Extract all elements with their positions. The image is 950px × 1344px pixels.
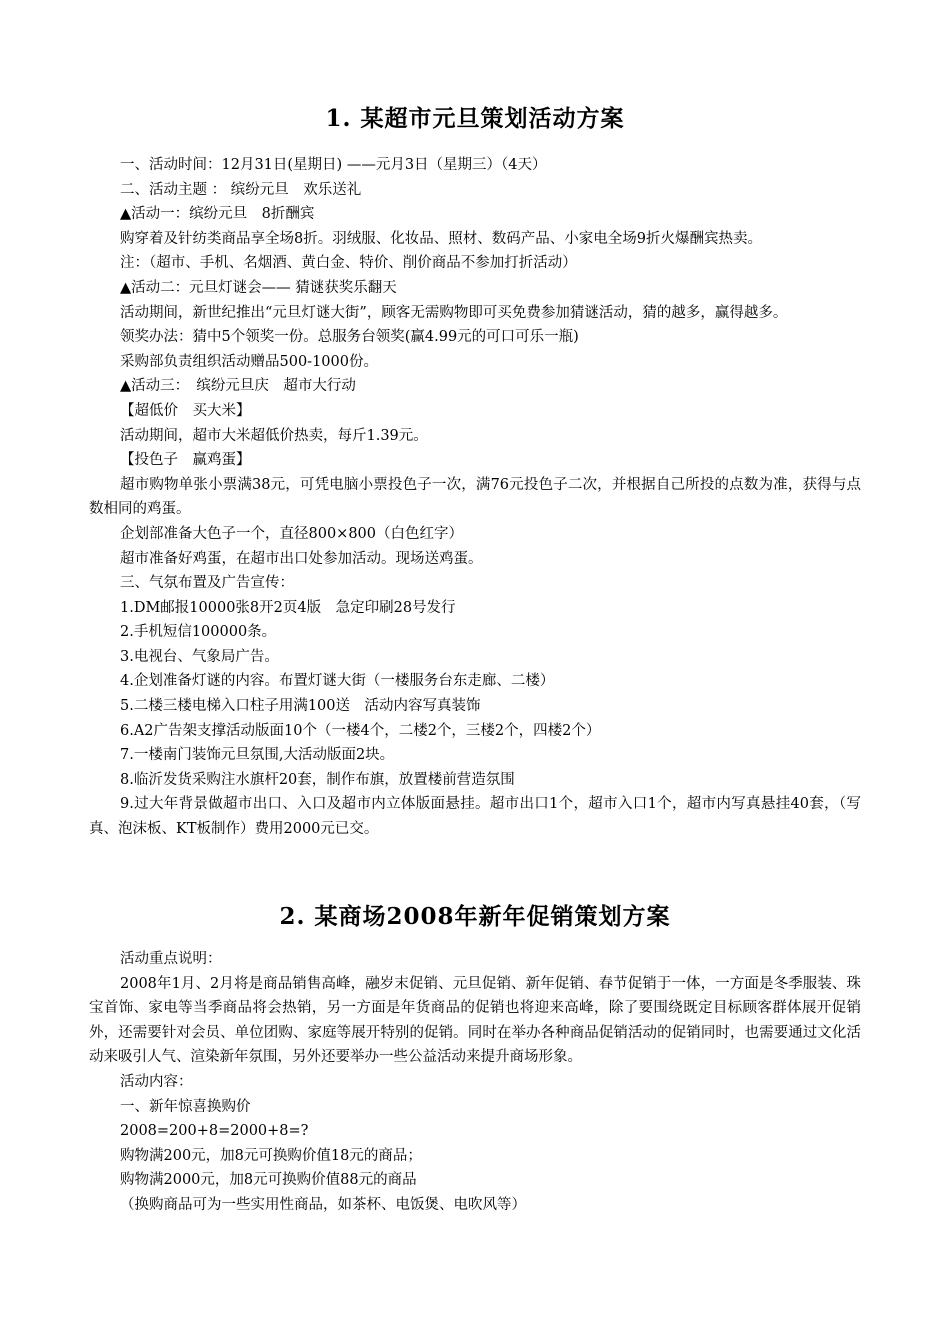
paragraph: 【超低价 买大米】 <box>120 402 251 419</box>
paragraph: 领奖办法：猜中5个领奖一份。总服务台领奖(赢4.99元的可口可乐一瓶) <box>120 329 579 346</box>
paragraph: 购穿着及针纺类商品享全场8折。羽绒服、化妆品、照材、数码产品、小家电全场9折火爆酬宾热卖。 <box>120 230 762 247</box>
paragraph: 购物满2000元，加8元可换购价值88元的商品 <box>120 1172 417 1189</box>
paragraph: 3.电视台、气象局广告。 <box>120 648 279 665</box>
paragraph: 8.临沂发货采购注水旗杆20套，制作布旗，放置楼前营造氛围 <box>120 771 515 788</box>
paragraph: 【投色子 赢鸡蛋】 <box>120 452 251 469</box>
paragraph: 一、新年惊喜换购价 <box>120 1098 251 1115</box>
paragraph: ▲活动三： 缤纷元旦庆 超市大行动 <box>120 378 356 395</box>
paragraph: 活动期间，新世纪推出“元旦灯谜大街”，顾客无需购物即可买免费参加猜谜活动，猜的越多，赢得越多。 <box>120 304 788 321</box>
paragraph: 二、活动主题 ： 缤纷元旦 欢乐送礼 <box>120 181 362 198</box>
paragraph: 活动重点说明： <box>120 951 222 967</box>
paragraph: 企划部准备大色子一个，直径800×800（白色红字） <box>120 525 463 542</box>
paragraph: 超市准备好鸡蛋，在超市出口处参加活动。现场送鸡蛋。 <box>120 550 483 567</box>
paragraph: 5.二楼三楼电梯入口柱子用满100送 活动内容写真装饰 <box>120 698 481 715</box>
paragraph: 三、气氛布置及广告宣传： <box>120 575 294 592</box>
paragraph: （换购商品可为一些实用性商品，如茶杯、电饭煲、电吹风等） <box>120 1196 526 1213</box>
paragraph: 活动期间，超市大米超低价热卖，每斤1.39元。 <box>120 427 428 444</box>
paragraph: ▲活动二：元旦灯谜会—— 猜谜获奖乐翻天 <box>120 279 397 296</box>
paragraph: 2008=200+8=2000+8=? <box>120 1123 309 1140</box>
paragraph: 6.A2广告架支撑活动版面10个（一楼4个，二楼2个，三楼2个，四楼2个） <box>120 722 601 739</box>
paragraph: 7.一楼南门装饰元旦氛围,大活动版面2块。 <box>120 747 395 764</box>
paragraph: 2008年1月、2月将是商品销售高峰，融岁末促销、元旦促销、新年促销、春节促销于一体，一方面是冬季服装、珠宝首饰、家电等当季商品将会热销，另一方面是年货商品的促销也将迎来高峰，除了要围绕既定目标顾客群体展开促销外，还需要针对会员、单位团购、家庭等展开特别的促销。同时在举办各种商品促销活动的促销同时，也需要通过文化活动来吸引人气、渲染新年氛围，另外还要举办一些公益活动来提升商场形象。 <box>89 975 861 1066</box>
section-1-title: 1. 某超市元旦策划活动方案 <box>325 105 625 132</box>
paragraph: 2.手机短信100000条。 <box>120 624 277 641</box>
paragraph: 一、活动时间：12月31日(星期日) ——元月3日（星期三）（4天） <box>120 157 547 173</box>
paragraph: 注：（超市、手机、名烟酒、黄白金、特价、削价商品不参加打折活动） <box>120 255 577 272</box>
paragraph: 采购部负责组织活动赠品500-1000份。 <box>120 353 378 370</box>
paragraph: 4.企划准备灯谜的内容。布置灯谜大街（一楼服务台东走廊、二楼） <box>120 673 555 690</box>
section-2-body <box>89 947 861 1218</box>
section-1-body <box>89 153 861 842</box>
paragraph: ▲活动一：缤纷元旦 8折酬宾 <box>120 206 315 223</box>
paragraph: 1.DM邮报10000张8开2页4版 急定印刷28号发行 <box>120 599 456 616</box>
paragraph: 9.过大年背景做超市出口、入口及超市内立体版面悬挂。超市出口1个，超市入口1个，超市内写真悬挂40套，（写真、泡沫板、KT板制作）费用2000元已交。 <box>89 796 861 838</box>
section-2-title: 2. 某商场2008年新年促销策划方案 <box>279 903 671 930</box>
paragraph: 活动内容： <box>120 1073 193 1090</box>
paragraph: 超市购物单张小票满38元，可凭电脑小票投色子一次，满76元投色子二次，并根据自己所投的点数为准，获得与点数相同的鸡蛋。 <box>89 476 861 518</box>
paragraph: 购物满200元，加8元可换购价值18元的商品； <box>120 1147 422 1164</box>
